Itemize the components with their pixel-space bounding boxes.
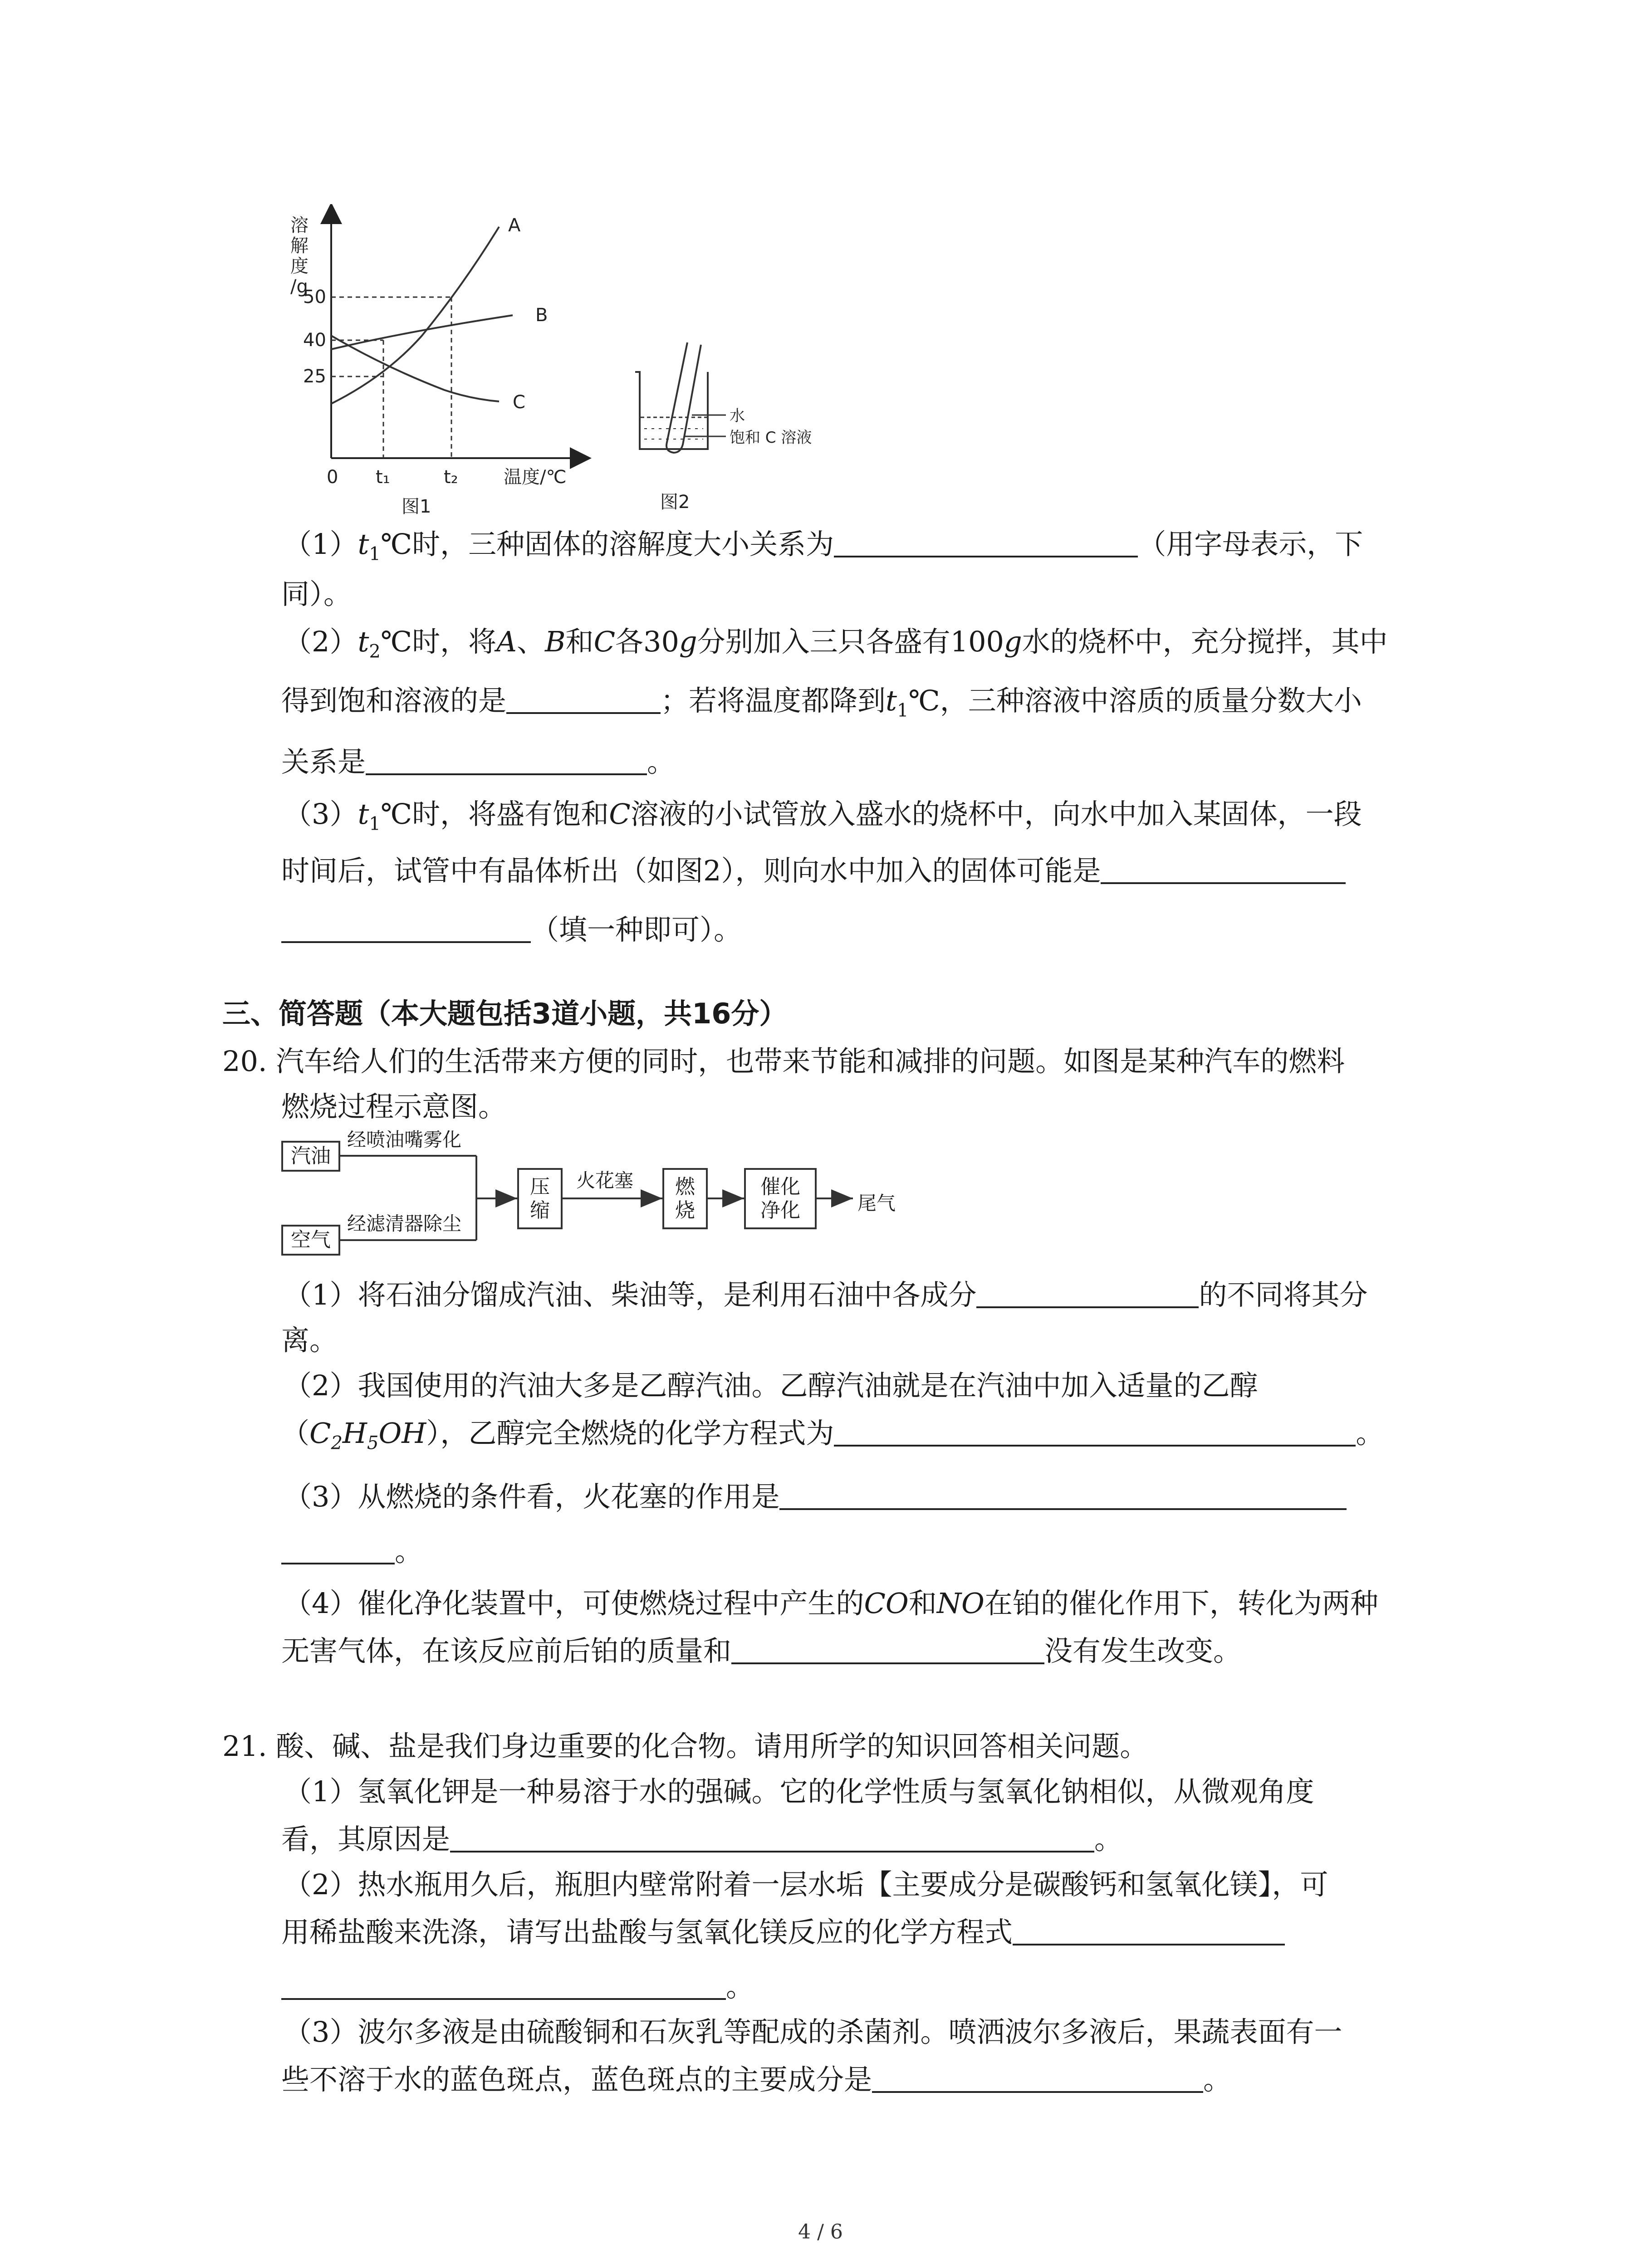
answer-blank-20-1[interactable]: [976, 1278, 1199, 1308]
q21-p2-line3: 。: [281, 1969, 754, 2005]
answer-blank-20-2[interactable]: [834, 1417, 1356, 1447]
tick-t2: t₂: [444, 467, 458, 488]
answer-blank-20-4[interactable]: [731, 1634, 1044, 1664]
answer-blank-19-4b[interactable]: [281, 913, 531, 943]
tick-50: 50: [303, 287, 326, 308]
answer-blank-21-2b[interactable]: [281, 1970, 726, 2000]
tick-25: 25: [303, 366, 326, 387]
q19-line7: 时间后，试管中有晶体析出（如图2），则向水中加入的固体可能是: [281, 853, 1346, 889]
q21-p2-line1: （2）热水瓶用久后，瓶胆内壁常附着一层水垢【主要成分是碳酸钙和氢氧化镁】，可: [284, 1868, 1328, 1901]
q19-line2: 同）。: [281, 577, 352, 611]
origin-label: 0: [327, 467, 338, 488]
q19-line1: $(1)t_1℃$时，三种固体的溶解度大小关系为 （用字母表示，下: [284, 528, 1363, 565]
page-number: 4 / 6: [798, 2220, 843, 2244]
q20-p3-line1: （3）从燃烧的条件看，火花塞的作用是: [284, 1479, 1347, 1515]
q20-p4-line1: （4）催化净化装置中，可使燃烧过程中产生的CO和NO在铂的催化作用下，转化为两种: [284, 1587, 1378, 1620]
tick-40: 40: [303, 330, 326, 351]
ylabel-4: /g: [290, 276, 308, 297]
answer-blank-19-3[interactable]: [366, 745, 647, 775]
answer-blank-21-2a[interactable]: [1013, 1916, 1285, 1945]
answer-blank-19-4a[interactable]: [1101, 854, 1346, 884]
q19-line6: $(3)t_1℃$时，将盛有饱和C溶液的小试管放入盛水的烧杯中，向水中加入某固体，一段: [284, 797, 1362, 835]
x-axis-label: 温度/℃: [504, 467, 567, 488]
curve-b: [331, 315, 513, 349]
q21-p1-line1: （1）氢氧化钾是一种易溶于水的强碱。它的化学性质与氢氧化钠相似，从微观角度: [284, 1775, 1314, 1808]
section-title: 三、简答题（本大题包括3道小题，共16分）: [222, 997, 788, 1030]
q21-stem: 21. 酸、碱、盐是我们身边重要的化合物。请用所学的知识回答相关问题。: [222, 1730, 1148, 1763]
figure2-caption: 图2: [660, 492, 690, 513]
beaker: [635, 372, 708, 449]
q19-line3: $(2)t_2℃$时，将A、B和C各30g分别加入三只各盛有100g水的烧杯中，充分搅拌，其中: [284, 625, 1388, 662]
curve-c: [331, 336, 499, 401]
tick-t1: t₁: [376, 467, 390, 488]
q21-p3-line2: 些不溶于水的蓝色斑点，蓝色斑点的主要成分是 。: [281, 2063, 1232, 2096]
q19-line4: 得到饱和溶液的是 ；若将温度都降到$t_1℃$，三种溶液中溶质的质量分数大小: [281, 684, 1362, 721]
label-water: 水: [730, 407, 745, 425]
box-compress: 压缩: [517, 1168, 563, 1229]
box-burn: 燃烧: [662, 1168, 708, 1229]
answer-blank-21-3[interactable]: [872, 2063, 1203, 2093]
answer-blank-21-1[interactable]: [450, 1823, 1094, 1853]
ylabel-3: 度: [290, 256, 309, 277]
curve-label-a: A: [508, 215, 521, 236]
answer-blank-19-2[interactable]: [506, 684, 661, 714]
box-air: 空气: [281, 1225, 340, 1256]
solubility-chart: [272, 204, 635, 522]
label-spark: 火花塞: [576, 1169, 634, 1192]
ylabel-2: 解: [290, 235, 309, 256]
box-gasoline: 汽油: [281, 1141, 340, 1172]
box-catalyst: 催化净化: [744, 1168, 817, 1229]
q20-stem-1: 20. 汽车给人们的生活带来方便的同时，也带来节能和减排的问题。如图是某种汽车的燃料: [222, 1045, 1345, 1078]
beaker-figure: [617, 336, 871, 522]
q20-p2-line1: （2）我国使用的汽油大多是乙醇汽油。乙醇汽油就是在汽油中加入适量的乙醇: [284, 1369, 1258, 1402]
ylabel-1: 溶: [290, 215, 309, 236]
label-filter: 经滤清器除尘: [347, 1212, 462, 1235]
q20-p3-line2: 。: [281, 1533, 423, 1569]
q21-p1-line2: 看，其原因是 。: [281, 1823, 1123, 1856]
q19-line8: （填一种即可）。: [281, 912, 742, 948]
curve-label-c: C: [513, 392, 525, 413]
q20-p1-line2: 离。: [281, 1324, 338, 1357]
label-exhaust: 尾气: [857, 1192, 896, 1214]
ethanol-formula: $C_2H_5OH$: [309, 1417, 426, 1454]
curve-label-b: B: [535, 305, 548, 326]
q20-p4-line2: 无害气体，在该反应前后铂的质量和 没有发生改变。: [281, 1634, 1242, 1667]
answer-blank-19-1[interactable]: [834, 528, 1138, 557]
label-spray: 经喷油嘴雾化: [347, 1129, 462, 1151]
figure1-caption: 图1: [402, 496, 431, 517]
label-solution: 饱和 C 溶液: [730, 429, 812, 447]
q20-p2-line2: $(C_2H_5OH)$，乙醇完全燃烧的化学方程式为 。: [281, 1417, 1384, 1454]
q20-p1-line1: （1）将石油分馏成汽油、柴油等，是利用石油中各成分 的不同将其分: [284, 1278, 1368, 1311]
q19-line5: 关系是 。: [281, 745, 676, 778]
q21-p2-line2: 用稀盐酸来洗涤，请写出盐酸与氢氧化镁反应的化学方程式: [281, 1914, 1285, 1950]
q20-stem-2: 燃烧过程示意图。: [281, 1090, 507, 1123]
q21-p3-line1: （3）波尔多液是由硫酸铜和石灰乳等配成的杀菌剂。喷洒波尔多液后，果蔬表面有一: [284, 2015, 1342, 2048]
answer-blank-20-3a[interactable]: [779, 1480, 1347, 1510]
answer-blank-20-3b[interactable]: [281, 1535, 395, 1564]
